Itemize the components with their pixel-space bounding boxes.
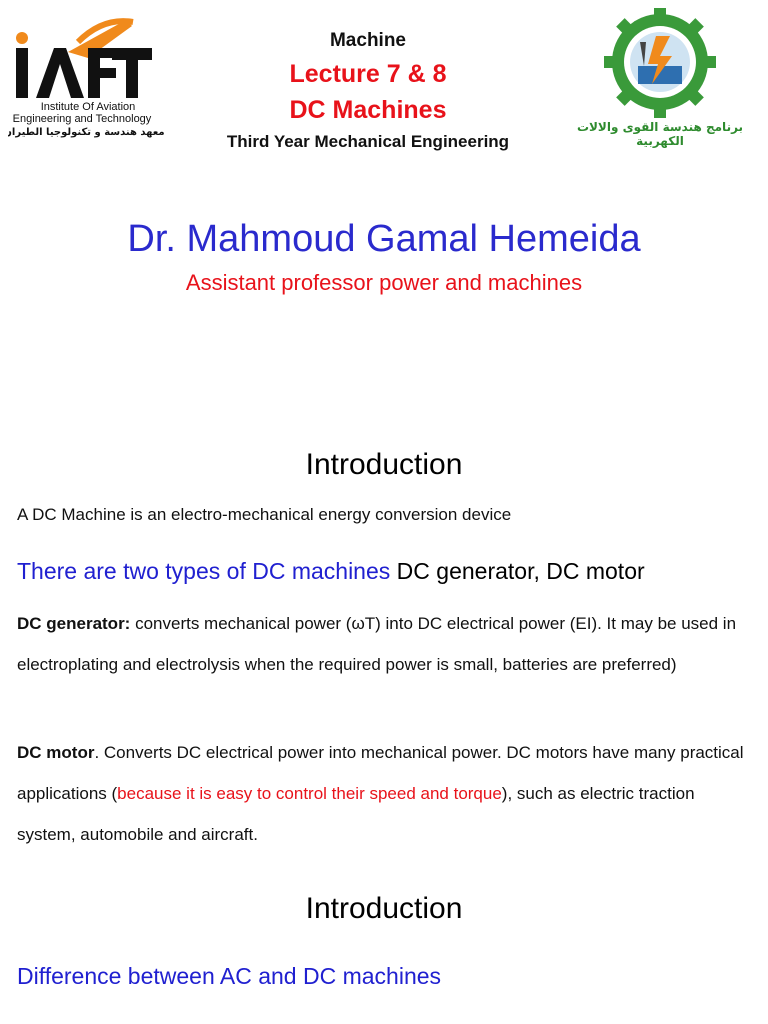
lecture-topic: DC Machines bbox=[289, 96, 447, 124]
dc-generator-paragraph bbox=[17, 603, 752, 685]
program-logo bbox=[560, 8, 760, 148]
program-arabic-caption: برنامج هندسة القوى والالات الكهربية bbox=[576, 120, 744, 148]
iaet-logo-graphic bbox=[8, 12, 168, 142]
types-list: DC generator, DC motor bbox=[390, 558, 645, 584]
author-name: Dr. Mahmoud Gamal Hemeida bbox=[127, 218, 641, 260]
dc-motor-highlight: because it is easy to control their speed and torque bbox=[117, 784, 502, 803]
header-titles bbox=[170, 30, 566, 152]
iaet-name-line2: Engineering and Technology bbox=[12, 113, 152, 125]
dc-motor-paragraph bbox=[17, 732, 752, 855]
year-program: Third Year Mechanical Engineering bbox=[226, 132, 510, 151]
dc-generator-label: DC generator: bbox=[17, 614, 131, 633]
iaet-name-arabic: معهد هندسة و تكنولوجيا الطيران bbox=[8, 127, 165, 138]
dc-motor-text-1: . Converts DC electrical power into mechanical power. DC motors have many practical applications ( bbox=[17, 743, 744, 803]
course-name: Machine bbox=[329, 30, 407, 51]
difference-subheading: Difference between AC and DC machines bbox=[17, 963, 442, 989]
section-heading-introduction: Introduction bbox=[305, 448, 463, 481]
section-heading-introduction-2: Introduction bbox=[305, 892, 463, 925]
dc-generator-text: converts mechanical power (ωT) into DC electrical power (EI). It may be used in electroplating and electrolysis when the required power is small, batteries are preferred) bbox=[17, 614, 737, 674]
types-intro: There are two types of DC machines bbox=[17, 558, 391, 584]
dc-motor-text-2: ), such as electric traction system, automobile and aircraft. bbox=[17, 784, 695, 844]
dc-machine-definition: A DC Machine is an electro-mechanical energy conversion device bbox=[17, 505, 512, 524]
dc-machine-types bbox=[17, 558, 757, 585]
lecture-number: Lecture 7 & 8 bbox=[289, 60, 447, 88]
dc-motor-label: DC motor bbox=[17, 743, 95, 762]
iaet-logo bbox=[8, 12, 168, 142]
author-title: Assistant professor power and machines bbox=[185, 270, 583, 295]
iaet-name-line1: Institute Of Aviation bbox=[40, 101, 136, 113]
